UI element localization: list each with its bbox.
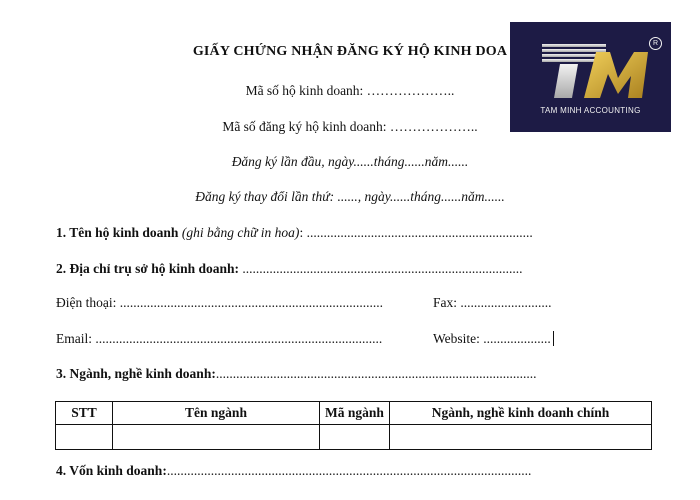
email-line: Email: ..................................................................................... <box>56 331 383 346</box>
change-registration-date: Đăng ký thay đổi lần thứ: ......, ngày......tháng......năm...... <box>195 189 505 204</box>
business-name-fill: : ................................................................... <box>299 225 533 240</box>
company-logo <box>510 22 671 132</box>
address-label: 2. Địa chỉ trụ sở hộ kinh doanh: <box>56 261 240 276</box>
capital-fill: ............................................................................................................ <box>166 463 532 478</box>
business-code-line: Mã số hộ kinh doanh: ……………….. <box>245 83 455 98</box>
business-lines-fill: ............................................................................................... <box>215 366 537 381</box>
business-lines-label: 3. Ngành, nghề kinh doanh: <box>56 366 216 381</box>
business-lines-table <box>55 401 652 450</box>
tm-logo-mark <box>510 22 671 132</box>
document-title: GIẤY CHỨNG NHẬN ĐĂNG KÝ HỘ KINH DOA <box>192 44 508 59</box>
registered-trademark-icon: R <box>649 37 662 50</box>
section-capital <box>56 463 531 479</box>
section-address <box>56 261 523 277</box>
registration-code-line: Mã số đăng ký hộ kinh doanh: ……………….. <box>222 119 478 134</box>
fax-line: Fax: ........................... <box>433 295 552 310</box>
header-main-business: Ngành, nghề kinh doanh chính <box>390 402 652 425</box>
website-line <box>433 331 554 347</box>
section-business-name <box>56 225 533 241</box>
logo-caption: TAM MINH ACCOUNTING <box>540 106 641 115</box>
table-row <box>56 425 652 450</box>
section-business-lines <box>56 366 536 382</box>
table-cell[interactable] <box>320 425 390 450</box>
capital-label: 4. Vốn kinh doanh: <box>56 463 167 478</box>
table-cell[interactable] <box>113 425 320 450</box>
address-fill: ................................................................................... <box>239 261 523 276</box>
first-registration-date: Đăng ký lần đầu, ngày......tháng......năm...... <box>231 154 469 169</box>
table-cell[interactable] <box>390 425 652 450</box>
business-name-hint: (ghi bằng chữ in hoa) <box>181 225 300 240</box>
header-industry-code: Mã ngành <box>320 402 390 425</box>
header-industry-name: Tên ngành <box>113 402 320 425</box>
website-text: Website: .................... <box>433 331 551 346</box>
header-stt: STT <box>56 402 113 425</box>
text-cursor <box>553 331 554 346</box>
phone-line: Điện thoại: .............................................................................. <box>56 295 383 310</box>
business-name-label: 1. Tên hộ kinh doanh <box>56 225 179 240</box>
table-header-row <box>56 402 652 425</box>
table-cell[interactable] <box>56 425 113 450</box>
